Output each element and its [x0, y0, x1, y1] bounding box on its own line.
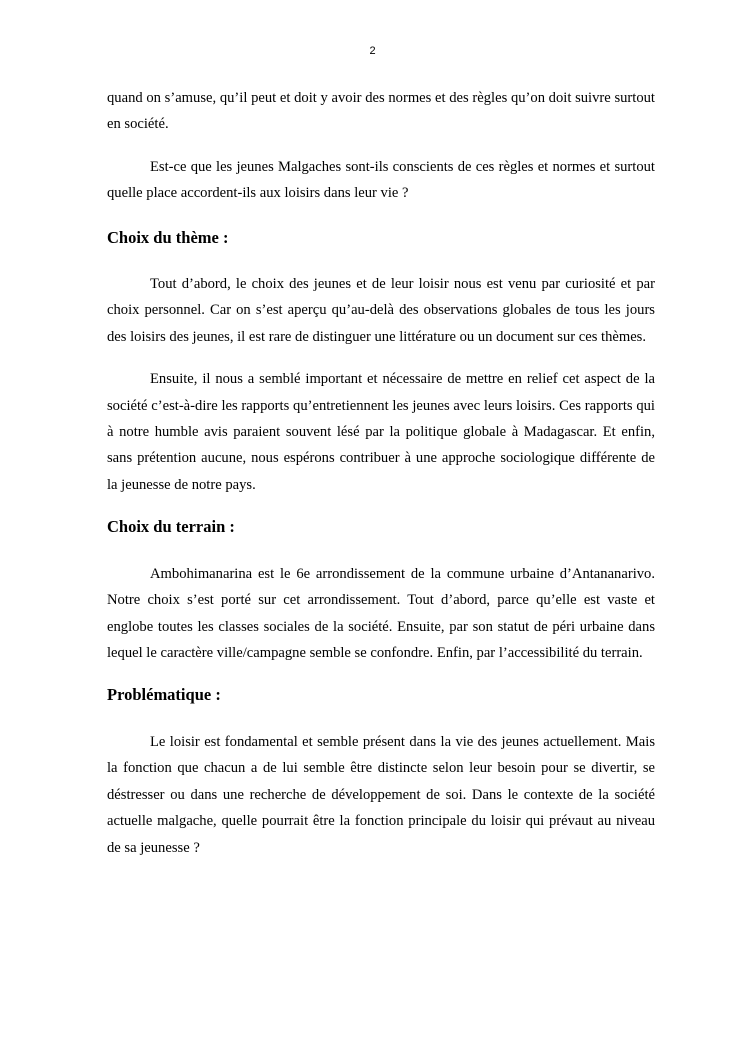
section-heading-choix-du-terrain: Choix du terrain :: [107, 517, 235, 536]
section-choix-du-terrain-body: [107, 561, 655, 667]
section-problematique-body: [107, 729, 655, 861]
page-number: 2: [369, 45, 376, 57]
theme-paragraph-2: Ensuite, il nous a semblé important et nécessaire de mettre en relief cet aspect de la société c’est-à-dire les rapports qu’entretiennent les jeunes avec leurs loisirs. Ces rapports qui à notre humble avis paraient souvent lésé par la politique globale à Madagascar. Et enfin, sans prétention aucune, nous espérons contribuer à une approche sociologique différente de la jeunesse de notre pays.: [107, 371, 655, 493]
terrain-paragraph-1: Ambohimanarina est le 6e arrondissement de la commune urbaine d’Antananarivo. Notre choix s’est porté sur cet arrondissement. Tout d’abord, parce qu’elle est vaste et englobe toutes les classes sociales de la société. Ensuite, par son statut de péri urbaine dans lequel le caractère ville/campagne semble se confondre. Enfin, par l’accessibilité du terrain.: [107, 566, 655, 662]
intro-block: [107, 85, 655, 207]
problematique-paragraph-1: Le loisir est fondamental et semble présent dans la vie des jeunes actuellement. Mais la fonction que chacun a de lui semble être distincte selon leur besoin pour se divertir, se déstresser ou dans une recherche de développement de soi. Dans le contexte de la société actuelle malgache, quelle pourrait être la fonction principale du loisir qui prévaut au niveau de sa jeunesse ?: [107, 734, 655, 856]
section-heading-choix-du-theme: Choix du thème :: [107, 228, 229, 247]
intro-paragraph-1: quand on s’amuse, qu’il peut et doit y avoir des normes et des règles qu’on doit suivre surtout en société.: [107, 90, 655, 133]
intro-paragraph-2: Est-ce que les jeunes Malgaches sont-ils conscients de ces règles et normes et surtout quelle place accordent-ils aux loisirs dans leur vie ?: [107, 158, 655, 202]
section-heading-problematique: Problématique :: [107, 685, 221, 704]
section-choix-du-theme-body: [107, 271, 655, 498]
theme-paragraph-1: Tout d’abord, le choix des jeunes et de leur loisir nous est venu par curiosité et par choix personnel. Car on s’est aperçu qu’au-delà des observations globales de tous les jours des loisirs des jeunes, il est rare de distinguer une littérature ou un document sur ces thèmes.: [107, 276, 655, 345]
